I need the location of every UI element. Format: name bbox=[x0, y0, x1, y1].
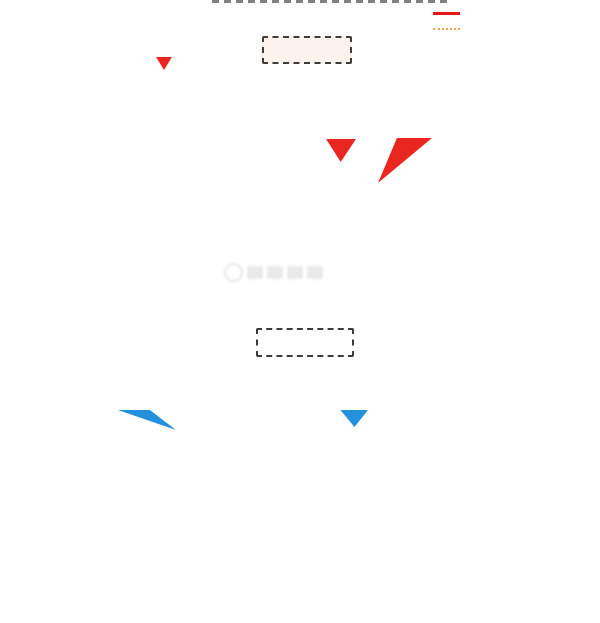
watermark-logo-icon bbox=[224, 263, 243, 282]
congestion-chart-panel bbox=[0, 0, 600, 300]
legend-item-weekday bbox=[433, 28, 466, 30]
legend bbox=[433, 12, 466, 43]
watermark bbox=[224, 260, 342, 284]
annotation-return-flow-peak bbox=[322, 364, 512, 390]
annotation-return-peak bbox=[207, 96, 365, 121]
annotation-small-return-peak bbox=[399, 96, 559, 121]
annotation-outbound-flow-peak bbox=[100, 364, 290, 390]
traffic-flow-chart-panel bbox=[0, 300, 600, 623]
holiday-7day-badge bbox=[262, 36, 352, 64]
holiday-7day-badge bbox=[256, 328, 354, 357]
legend-item-holiday bbox=[433, 12, 466, 15]
dotted-line-sample-icon bbox=[433, 28, 460, 30]
annotation-first-day-peak bbox=[95, 12, 271, 37]
annotation-pointer bbox=[156, 57, 172, 70]
red-line-sample-icon bbox=[433, 12, 460, 15]
x-axis-labels bbox=[0, 575, 600, 622]
